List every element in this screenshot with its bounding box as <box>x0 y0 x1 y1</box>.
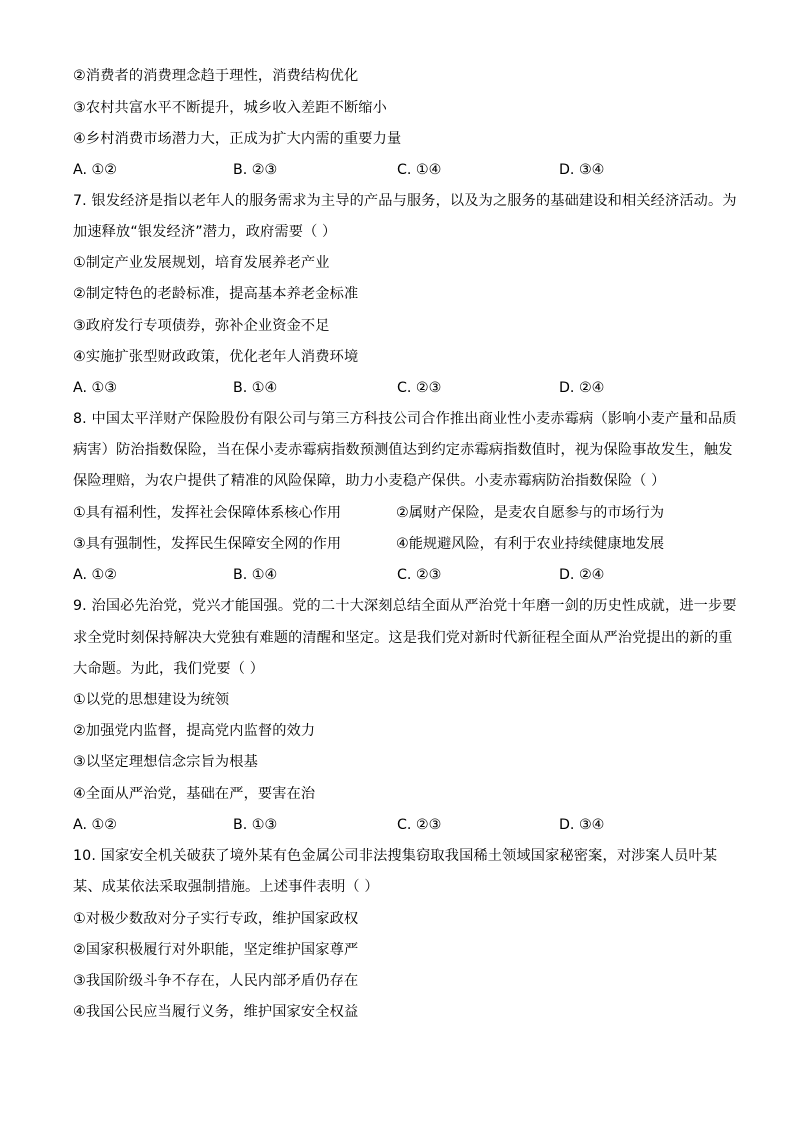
q6-statement-2: ②消费者的消费理念趋于理性，消费结构优化 <box>73 68 359 84</box>
q8-statement-3: ③具有强制性，发挥民生保障安全网的作用 <box>73 536 342 552</box>
q6-option-b: B. ②③ <box>233 162 278 178</box>
q9-option-d: D. ③④ <box>559 817 605 833</box>
q9-statement-1: ①以党的思想建设为统领 <box>73 692 230 708</box>
q9-statement-2: ②加强党内监督，提高党内监督的效力 <box>73 723 316 739</box>
q6-statement-4: ④乡村消费市场潜力大，正成为扩大内需的重要力量 <box>73 131 402 147</box>
q7-options <box>73 378 733 398</box>
q7-option-b: B. ①④ <box>233 380 278 396</box>
q7-statement-3: ③政府发行专项债券，弥补企业资金不足 <box>73 318 330 334</box>
q10-stem-line-1: 10. 国家安全机关破获了境外某有色金属公司非法搜集窃取我国稀土领域国家秘密案，对涉案人员叶某 <box>73 848 718 864</box>
q6-statement-3: ③农村共富水平不断提升，城乡收入差距不断缩小 <box>73 100 387 116</box>
q8-statement-4: ④能规避风险，有利于农业持续健康地发展 <box>396 536 665 552</box>
q9-options <box>73 815 733 835</box>
q9-stem-line-3: 大命题。为此，我们党要（ ） <box>73 661 265 677</box>
q8-stem-line-2: 病害）防治指数保险，当在保小麦赤霉病指数预测值达到约定赤霉病指数值时，视为保险事故发生，触发 <box>73 442 733 458</box>
q8-options <box>73 565 733 585</box>
q8-option-a: A. ①② <box>73 567 117 583</box>
q9-stem-line-2: 求全党时刻保持解决大党独有难题的清醒和坚定。这是我们党对新时代新征程全面从严治党提出的新的重 <box>73 630 733 646</box>
q9-statement-3: ③以坚定理想信念宗旨为根基 <box>73 754 258 770</box>
q8-stem-line-1: 8. 中国太平洋财产保险股份有限公司与第三方科技公司合作推出商业性小麦赤霉病（影响小麦产量和品质 <box>73 411 737 427</box>
q8-stem-line-3: 保险理赔，为农户提供了精准的风险保障，助力小麦稳产保供。小麦赤霉病防治指数保险（ ） <box>73 473 666 489</box>
q6-option-a: A. ①② <box>73 162 117 178</box>
q9-statement-4: ④全面从严治党，基础在严，要害在治 <box>73 786 316 802</box>
q7-option-a: A. ①③ <box>73 380 117 396</box>
q7-statement-1: ①制定产业发展规划，培育发展养老产业 <box>73 255 330 271</box>
q9-option-b: B. ①③ <box>233 817 278 833</box>
q8-option-b: B. ①④ <box>233 567 278 583</box>
q8-option-d: D. ②④ <box>559 567 605 583</box>
q10-stem-line-2: 某、成某依法采取强制措施。上述事件表明（ ） <box>73 879 379 895</box>
q6-option-c: C. ①④ <box>397 162 442 178</box>
q7-statement-2: ②制定特色的老龄标准，提高基本养老金标准 <box>73 286 359 302</box>
q7-statement-4: ④实施扩张型财政政策，优化老年人消费环境 <box>73 349 359 365</box>
q8-statement-1: ①具有福利性，发挥社会保障体系核心作用 <box>73 505 342 521</box>
q6-options <box>73 160 733 180</box>
q7-option-d: D. ②④ <box>559 380 605 396</box>
q10-statement-1: ①对极少数敌对分子实行专政，维护国家政权 <box>73 911 359 927</box>
q6-option-d: D. ③④ <box>559 162 605 178</box>
q7-option-c: C. ②③ <box>397 380 442 396</box>
q8-statement-2: ②属财产保险，是麦农自愿参与的市场行为 <box>396 505 665 521</box>
q7-stem-line-1: 7. 银发经济是指以老年人的服务需求为主导的产品与服务，以及为之服务的基础建设和相关经济活动。为 <box>73 193 737 209</box>
q10-statement-4: ④我国公民应当履行义务，维护国家安全权益 <box>73 1004 359 1020</box>
q8-statements-row-2 <box>73 534 733 554</box>
q9-stem-line-1: 9. 治国必先治党，党兴才能国强。党的二十大深刻总结全面从严治党十年磨一剑的历史性成就，进一步要 <box>73 598 737 614</box>
q10-statement-3: ③我国阶级斗争不存在，人民内部矛盾仍存在 <box>73 973 359 989</box>
q9-option-c: C. ②③ <box>397 817 442 833</box>
q10-statement-2: ②国家积极履行对外职能，坚定维护国家尊严 <box>73 942 359 958</box>
q8-option-c: C. ②③ <box>397 567 442 583</box>
q9-option-a: A. ①② <box>73 817 117 833</box>
q7-stem-line-2: 加速释放“银发经济”潜力，政府需要（ ） <box>73 224 337 240</box>
q8-statements-row-1 <box>73 503 733 523</box>
